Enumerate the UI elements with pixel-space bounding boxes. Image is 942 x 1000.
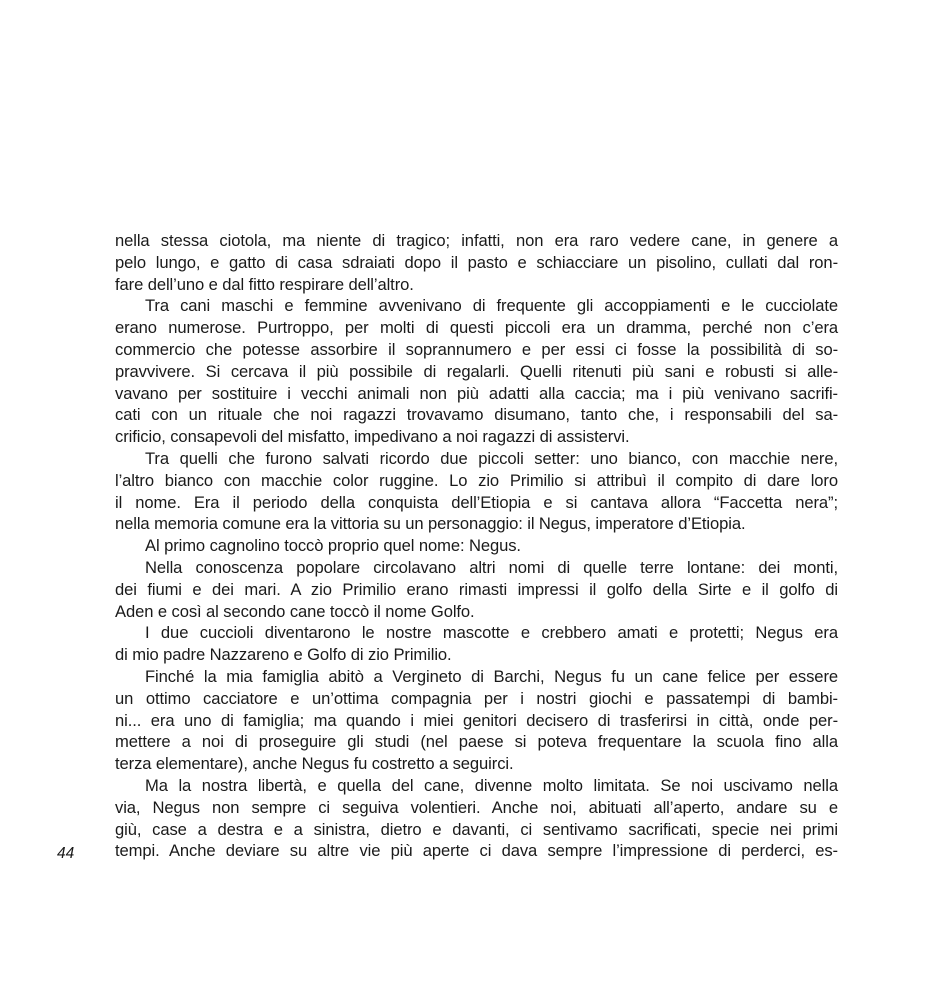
text-line: cati con un rituale che noi ragazzi trovavamo disumano, tanto che, i responsabili del sa- [115, 405, 838, 425]
text-line: vavano per sostituire i vecchi animali non più adatti alla caccia; ma i più venivano sacrifi- [115, 383, 838, 403]
text-line: Nella conoscenza popolare circolavano altri nomi di quelle terre lontane: dei monti, [145, 557, 838, 577]
text-line: ni... era uno di famiglia; ma quando i miei genitori decisero di trasferirsi in città, onde per- [115, 710, 838, 730]
text-line: terza elementare), anche Negus fu costretto a seguirci. [115, 754, 514, 774]
text-line: l’altro bianco con macchie color ruggine. Lo zio Primilio si attribuì il compito di dare loro [115, 470, 838, 490]
paragraph [115, 557, 838, 622]
text-line: I due cuccioli diventarono le nostre mascotte e crebbero amati e protetti; Negus era [145, 623, 838, 643]
text-line: erano numerose. Purtroppo, per molti di questi piccoli era un dramma, perché non c’era [115, 318, 838, 338]
text-line: nella memoria comune era la vittoria su un personaggio: il Negus, imperatore d’Etiopia. [115, 514, 746, 534]
paragraph [115, 295, 838, 448]
text-line: commercio che potesse assorbire il soprannumero e per essi ci fosse la possibilità di so- [115, 339, 838, 359]
text-line: nella stessa ciotola, ma niente di tragico; infatti, non era raro vedere cane, in genere a [115, 231, 838, 250]
text-line: via, Negus non sempre ci seguiva volentieri. Anche noi, abituati all’aperto, andare su e [115, 797, 838, 817]
text-line: un ottimo cacciatore e un’ottima compagnia per i nostri giochi e passatempi di bambi- [115, 688, 838, 708]
text-block [115, 230, 838, 862]
text-line: Finché la mia famiglia abitò a Vergineto di Barchi, Negus fu un cane felice per essere [145, 666, 838, 686]
text-line: pravvivere. Si cercava il più possibile di regalarli. Quelli ritenuti più sani e robusti si alle- [115, 361, 838, 381]
text-line: dei fiumi e dei mari. A zio Primilio erano rimasti impressi il golfo della Sirte e il golfo di [115, 579, 838, 599]
paragraph [115, 666, 838, 775]
text-line: tempi. Anche deviare su altre vie più aperte ci dava sempre l’impressione di perderci, es- [115, 841, 838, 861]
text-line: Aden e così al secondo cane toccò il nome Golfo. [115, 601, 475, 621]
text-line: mettere a noi di proseguire gli studi (nel paese si poteva frequentare la scuola fino alla [115, 732, 838, 752]
text-line: giù, case a destra e a sinistra, dietro e davanti, ci sentivamo sacrificati, specie nei primi [115, 819, 838, 839]
text-line: crificio, consapevoli del misfatto, impedivano a noi ragazzi di assistervi. [115, 427, 630, 447]
text-line: Tra quelli che furono salvati ricordo due piccoli setter: uno bianco, con macchie nere, [145, 448, 838, 468]
paragraph [115, 448, 838, 535]
text-line: Al primo cagnolino toccò proprio quel nome: Negus. [145, 536, 521, 556]
text-line: il nome. Era il periodo della conquista dell’Etiopia e si cantava allora “Faccetta nera”; [115, 492, 838, 512]
text-line: fare dell’uno e dal fitto respirare dell’altro. [115, 274, 414, 294]
paragraph [115, 775, 838, 862]
page-number: 44 [57, 845, 75, 862]
paragraph [115, 230, 838, 295]
paragraph [115, 622, 838, 666]
text-line: Ma la nostra libertà, e quella del cane, divenne molto limitata. Se noi uscivamo nella [145, 775, 838, 795]
text-line: di mio padre Nazzareno e Golfo di zio Primilio. [115, 645, 452, 665]
text-line: pelo lungo, e gatto di casa sdraiati dopo il pasto e schiacciare un pisolino, cullati dal ron- [115, 252, 838, 272]
text-line: Tra cani maschi e femmine avvenivano di frequente gli accoppiamenti e le cucciolate [145, 296, 838, 316]
paragraph [115, 535, 838, 557]
